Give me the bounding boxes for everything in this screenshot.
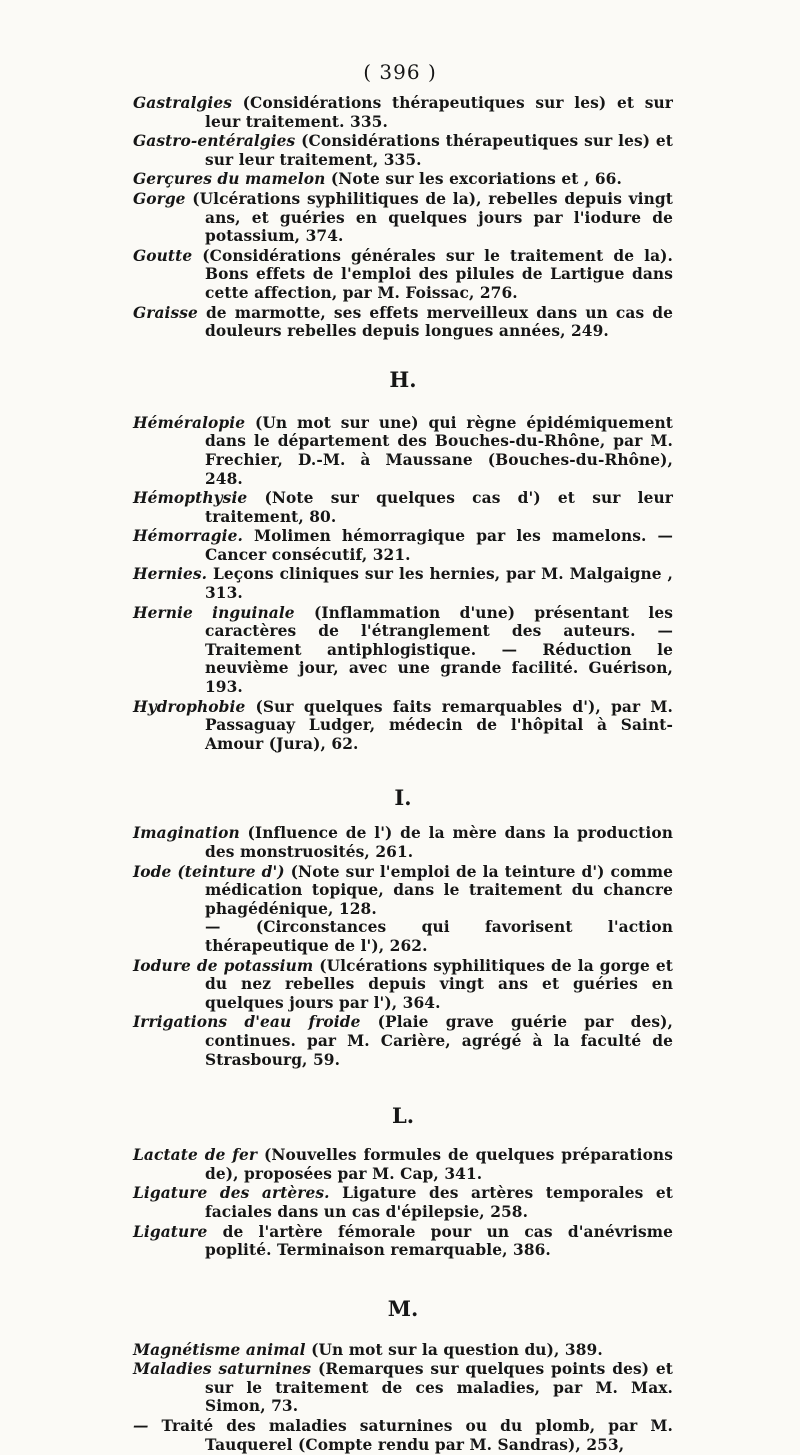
index-entry: Hémorragie. Molimen hémorragique par les mamelons. — Cancer consécutif, 321. xyxy=(133,527,673,564)
index-entry: Hémopthysie (Note sur quelques cas d') et sur leur traitement, 80. xyxy=(133,489,673,526)
index-entry: Magnétisme animal (Un mot sur la question du), 389. xyxy=(133,1340,603,1359)
index-entry: Maladies saturnines (Remarques sur quelques points des) et sur le traitement de ces maladies, par M. Max. Simon, 73. xyxy=(133,1360,673,1416)
index-entry: Lactate de fer (Nouvelles formules de quelques préparations de), proposées par M. Cap, 341. xyxy=(133,1146,673,1183)
index-entry: Hernies. Leçons cliniques sur les hernies, par M. Malgaigne , 313. xyxy=(133,565,673,603)
index-entry: Ligature de l'artère fémorale pour un cas d'anévrisme poplité. Terminaison remarquable, 386. xyxy=(133,1222,673,1260)
alphabetical-index xyxy=(133,94,673,1455)
section-l xyxy=(133,1146,673,1260)
index-entry: Ligature des artères. Ligature des artères temporales et faciales dans un cas d'épilepsie, 258. xyxy=(133,1184,673,1221)
section-letter-l: L. xyxy=(391,1103,415,1129)
index-entry: Graisse de marmotte, ses effets merveilleux dans un cas de douleurs rebelles depuis longues années, 249. xyxy=(133,303,673,341)
index-entry: Gorge (Ulcérations syphilitiques de la), rebelles depuis vingt ans, et guéries en quelques jours par l'iodure de potassium, 374. xyxy=(133,189,673,246)
index-entry: Iodure de potassium (Ulcérations syphilitiques de la gorge et du nez rebelles depuis vingt ans et guéries en quelques jours par l'), 364. xyxy=(133,956,674,1012)
section-h xyxy=(133,414,673,754)
index-entry: Iode (teinture d') (Note sur l'emploi de la teinture d') comme médication topique, dans le traitement du chancre phagédénique, 128. — (Circonstances qui favorisent l'action thérapeutique de l'), 262. xyxy=(133,862,673,955)
index-entry-continuation: — (Circonstances qui favorisent l'action thérapeutique de l'), 262. xyxy=(205,918,673,955)
index-entry: — Traité des maladies saturnines ou du plomb, par M. Tauquerel (Compte rendu par M. Sandras), 253, xyxy=(133,1417,673,1454)
section-letter-h: H. xyxy=(389,366,417,392)
index-entry: Hernie inguinale (Inflammation d'une) présentant les caractères de l'étranglement des auteurs. — Traitement antiphlogistique. — Réduction le neuvième jour, avec une grande facilité. Guérison, 193. xyxy=(133,603,673,697)
section-letter-m: M. xyxy=(387,1295,419,1321)
index-entry: Imagination (Influence de l') de la mère dans la production des monstruosités, 261. xyxy=(133,824,673,861)
index-entry: Irrigations d'eau froide (Plaie grave guérie par des), continues. par M. Carière, agrégé à la faculté de Strasbourg, 59. xyxy=(133,1013,673,1069)
index-entry: Gerçures du mamelon (Note sur les excoriations et , 66. xyxy=(133,170,622,189)
section-g xyxy=(133,94,673,341)
section-i xyxy=(133,824,673,1069)
index-entry: Goutte (Considérations générales sur le traitement de la). Bons effets de l'emploi des pilules de Lartigue dans cette affection, par M. Foissac, 276. xyxy=(133,246,673,302)
index-entry: Hydrophobie (Sur quelques faits remarquables d'), par M. Passaguay Ludger, médecin de l'hôpital à Saint-Amour (Jura), 62. xyxy=(133,697,673,753)
page-number: ( 396 ) xyxy=(363,60,437,84)
section-letter-i: I. xyxy=(394,785,412,811)
index-entry: Gastro-entéralgies (Considérations thérapeutiques sur les) et sur leur traitement, 335. xyxy=(133,132,673,169)
index-entry: Gastralgies (Considérations thérapeutiques sur les) et sur leur traitement. 335. xyxy=(133,94,673,131)
section-m xyxy=(133,1341,673,1455)
index-entry: Héméralopie (Un mot sur une) qui règne épidémiquement dans le département des Bouches-du-Rhône, par M. Frechier, D.-M. à Maussane (Bouches-du-Rhône), 248. xyxy=(133,413,673,488)
